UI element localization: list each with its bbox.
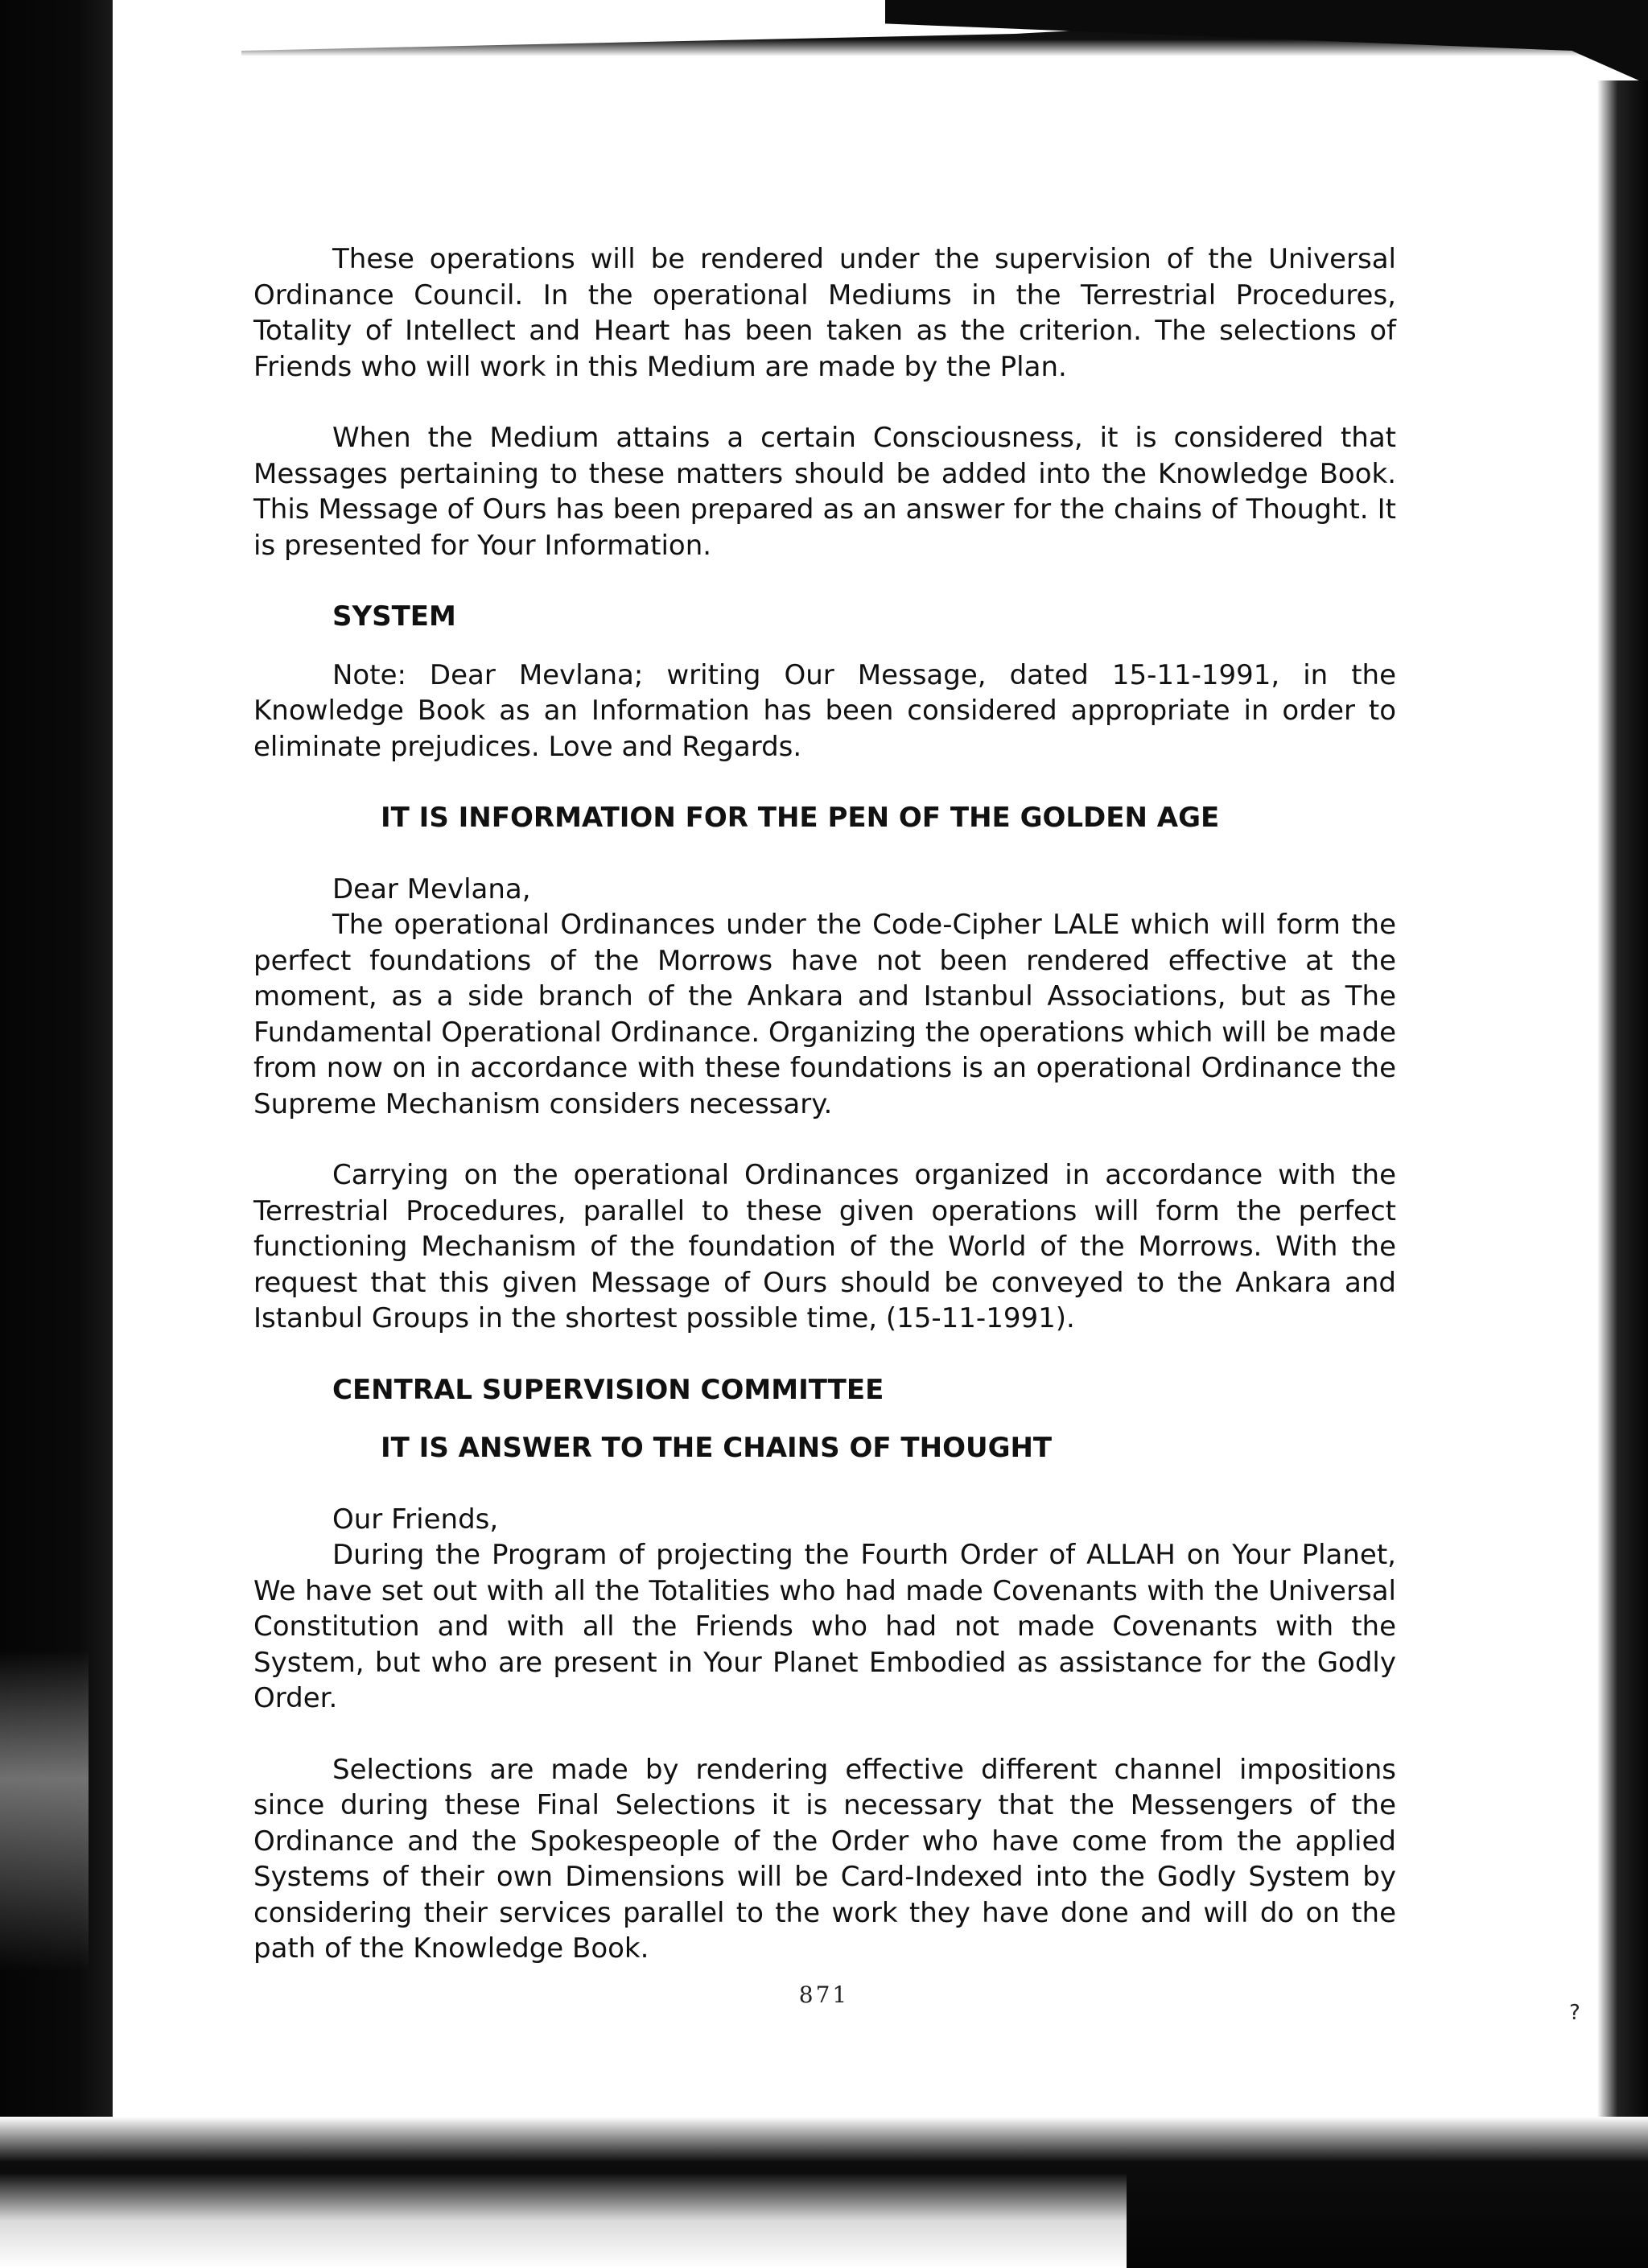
paragraph: Carrying on the operational Ordinances organized in accordance with the Terrestrial Procedures, parallel to these given operations will form the perfect functioning Mechanism of the foundation of the World of the Morrows. With the request that this given Message of Ours should be conveyed to the Ankara and Istanbul Groups in the shortest possible time, (15-11-1991).	[253, 1159, 1396, 1334]
section-heading: IT IS ANSWER TO THE CHAINS OF THOUGHT	[381, 1432, 1053, 1464]
paragraph: These operations will be rendered under the supervision of the Universal Ordinance Council. In the operational Mediums in the Terrestrial Procedures, Totality of Intellect and Heart has been taken as the criterion. The selections of Friends who will work in this Medium are made by the Plan.	[253, 243, 1396, 383]
salutation: Dear Mevlana,	[332, 872, 531, 905]
section-heading: IT IS INFORMATION FOR THE PEN OF THE GOLDEN AGE	[381, 802, 1220, 834]
body-text	[253, 241, 1396, 1967]
paragraph: When the Medium attains a certain Consciousness, it is considered that Messages pertaining to these matters should be added into the Knowledge Book. This Message of Ours has been prepared as an answer for the chains of Thought. It is presented for Your Information.	[253, 422, 1396, 562]
salutation: Our Friends,	[332, 1503, 499, 1536]
paragraph: During the Program of projecting the Fourth Order of ALLAH on Your Planet, We have set out with all the Totalities who had made Covenants with the Universal Constitution and with all the Friends who had not made Covenants with the System, but who are present in Your Planet Embodied as assistance for the Godly Order.	[253, 1539, 1396, 1714]
signature-committee: CENTRAL SUPERVISION COMMITTEE	[332, 1373, 884, 1406]
note-paragraph: Note: Dear Mevlana; writing Our Message, dated 15-11-1991, in the Knowledge Book as an Information has been considered appropriate in order to eliminate prejudices. Love and Regards.	[253, 658, 1396, 763]
signature-system: SYSTEM	[332, 600, 456, 633]
margin-mark: ?	[1569, 2001, 1580, 2025]
scan-right-border	[1597, 80, 1648, 2197]
paragraph: Selections are made by rendering effective different channel impositions since during these Final Selections it is necessary that the Messengers of the Ordinance and the Spokespeople of the Order who have come from the applied Systems of their own Dimensions will be Card-Indexed into the Godly System by considering their services parallel to the work they have done and will do on the path of the Knowledge Book.	[253, 1753, 1396, 1965]
paragraph: The operational Ordinances under the Code-Cipher LALE which will form the perfect foundations of the Morrows have not been rendered effective at the moment, as a side branch of the Ankara and Istanbul Associations, but as The Fundamental Operational Ordinance. Organizing the operations which will be made from now on in accordance with these foundations is an operational Ordinance the Supreme Mechanism considers necessary.	[253, 909, 1396, 1120]
scan-left-glare	[0, 1650, 89, 1972]
page-number: 871	[798, 1981, 850, 2008]
scan-bottom-glare	[0, 2173, 1127, 2268]
